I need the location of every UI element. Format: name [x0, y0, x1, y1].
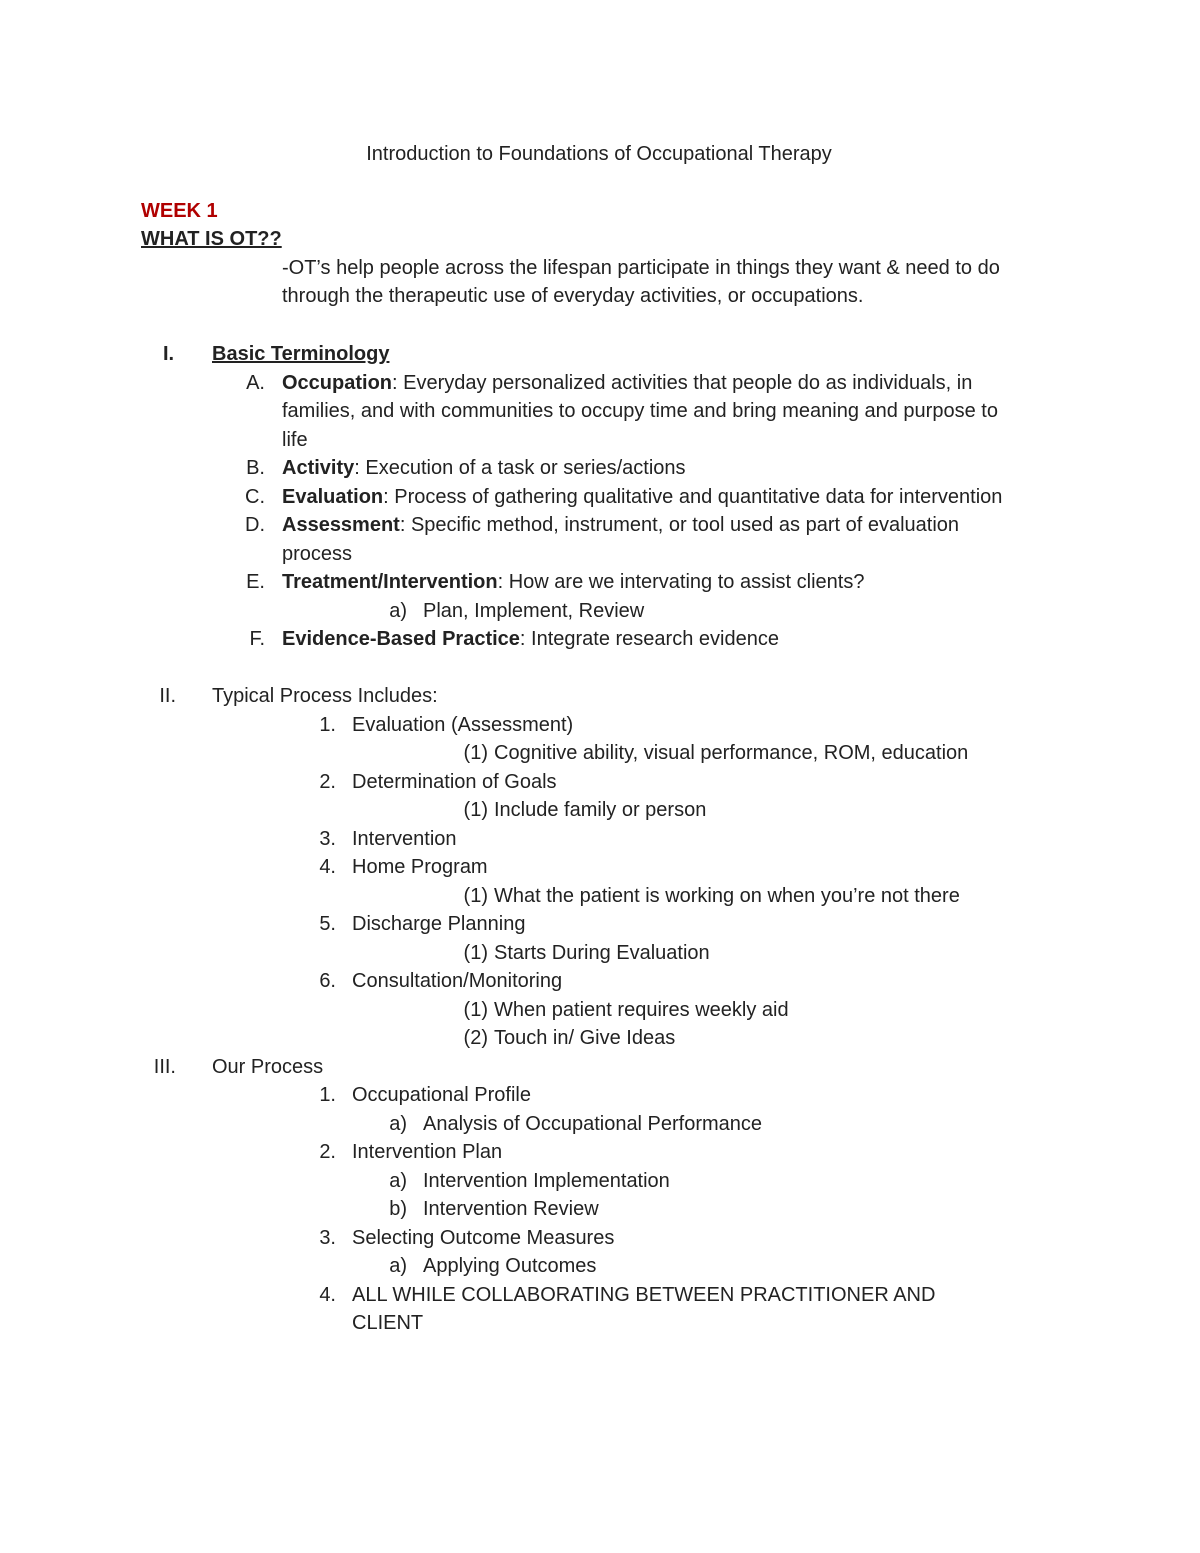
our-process-sub-label: b) — [389, 1198, 407, 1220]
our-process-step-number: 3. — [319, 1226, 336, 1249]
process-detail-label: (1) — [463, 941, 488, 964]
term-letter: A. — [246, 371, 265, 394]
term-definition: : Process of gathering qualitative and quantitative data for intervention — [383, 485, 1003, 508]
process-detail-label: (1) — [463, 998, 488, 1021]
process-detail-text: Cognitive ability, visual performance, ROM, education — [494, 742, 969, 764]
section-1-heading: Basic Terminology — [212, 343, 390, 365]
term-item — [282, 454, 686, 482]
term-definition: : How are we intervating to assist clients? — [497, 571, 865, 593]
term-name: Evidence-Based Practice — [282, 628, 520, 650]
our-process-step-text: Selecting Outcome Measures — [352, 1226, 615, 1249]
process-step-number: 1. — [319, 713, 336, 736]
section-2-numeral: II. — [159, 685, 176, 707]
term-name: Assessment — [282, 514, 400, 536]
term-definition: : Execution of a task or series/actions — [354, 457, 686, 479]
term-letter: D. — [245, 514, 265, 536]
our-process-sub-text: Intervention Implementation — [423, 1169, 670, 1192]
process-detail-label: (2) — [463, 1027, 488, 1049]
our-process-sub-label: a) — [389, 1112, 407, 1135]
section-2-heading: Typical Process Includes: — [212, 685, 438, 707]
term-item — [282, 511, 959, 539]
our-process-step-text: Occupational Profile — [352, 1084, 531, 1106]
process-step-number: 3. — [319, 827, 336, 850]
term-letter: E. — [246, 571, 265, 593]
intro-line-2: through the therapeutic use of everyday activities, or occupations. — [282, 285, 864, 307]
term-item — [282, 625, 779, 653]
our-process-sub-text: Intervention Review — [423, 1198, 599, 1220]
sub-item-label: a) — [389, 599, 407, 622]
page-title: Introduction to Foundations of Occupational Therapy — [366, 143, 832, 165]
process-detail-label: (1) — [463, 742, 488, 764]
our-process-sub-label: a) — [389, 1169, 407, 1192]
term-definition-continued: families, and with communities to occupy time and bring meaning and purpose to — [282, 400, 998, 422]
process-detail-text: When patient requires weekly aid — [494, 998, 789, 1021]
process-step-text: Determination of Goals — [352, 770, 557, 793]
process-detail-text: What the patient is working on when you’re not there — [494, 884, 960, 907]
term-name: Treatment/Intervention — [282, 571, 498, 593]
term-letter: F. — [249, 628, 265, 650]
process-detail-text: Include family or person — [494, 799, 707, 821]
our-process-sub-label: a) — [389, 1255, 407, 1277]
term-name: Evaluation — [282, 485, 384, 508]
term-item — [282, 483, 1002, 511]
process-detail-text: Starts During Evaluation — [494, 941, 710, 964]
our-process-sub-text: Analysis of Occupational Performance — [423, 1112, 763, 1135]
process-step-number: 2. — [319, 770, 336, 793]
process-detail-text: Touch in/ Give Ideas — [494, 1027, 676, 1049]
term-name: Occupation — [282, 371, 393, 394]
term-definition: : Specific method, instrument, or tool used as part of evaluation — [399, 514, 960, 536]
term-definition-continued: life — [282, 428, 308, 451]
process-step-text: Home Program — [352, 856, 488, 878]
process-step-text: Discharge Planning — [352, 913, 526, 935]
what-is-ot-heading: WHAT IS OT?? — [141, 228, 282, 250]
process-step-text: Intervention — [352, 827, 457, 850]
term-definition: : Everyday personalized activities that people do as individuals, in — [392, 371, 973, 394]
term-item — [282, 568, 864, 596]
section-3-numeral: III. — [153, 1055, 176, 1078]
process-step-number: 6. — [319, 970, 336, 992]
section-3-heading: Our Process — [212, 1055, 324, 1078]
our-process-sub-text: Applying Outcomes — [423, 1255, 597, 1277]
term-name: Activity — [282, 457, 355, 479]
term-letter: C. — [245, 485, 265, 508]
our-process-step-text: ALL WHILE COLLABORATING BETWEEN PRACTITIONER AND — [352, 1283, 936, 1306]
our-process-step-text-continued: CLIENT — [352, 1312, 424, 1334]
our-process-step-number: 1. — [319, 1084, 336, 1106]
process-step-text: Evaluation (Assessment) — [352, 713, 574, 736]
intro-line-1: -OT’s help people across the lifespan participate in things they want & need to do — [282, 257, 1000, 279]
our-process-step-number: 2. — [319, 1141, 336, 1163]
term-letter: B. — [246, 457, 265, 479]
term-definition-continued: process — [282, 542, 353, 565]
process-step-number: 4. — [319, 856, 336, 878]
process-step-text: Consultation/Monitoring — [352, 970, 563, 992]
process-step-number: 5. — [319, 913, 336, 935]
our-process-step-text: Intervention Plan — [352, 1141, 503, 1163]
term-item — [282, 369, 972, 397]
our-process-step-number: 4. — [319, 1283, 336, 1306]
process-detail-label: (1) — [463, 799, 488, 821]
sub-item-text: Plan, Implement, Review — [423, 599, 645, 622]
process-detail-label: (1) — [463, 884, 488, 907]
term-definition: : Integrate research evidence — [519, 628, 779, 650]
week-heading: WEEK 1 — [141, 200, 218, 222]
section-1-numeral: I. — [163, 343, 175, 365]
